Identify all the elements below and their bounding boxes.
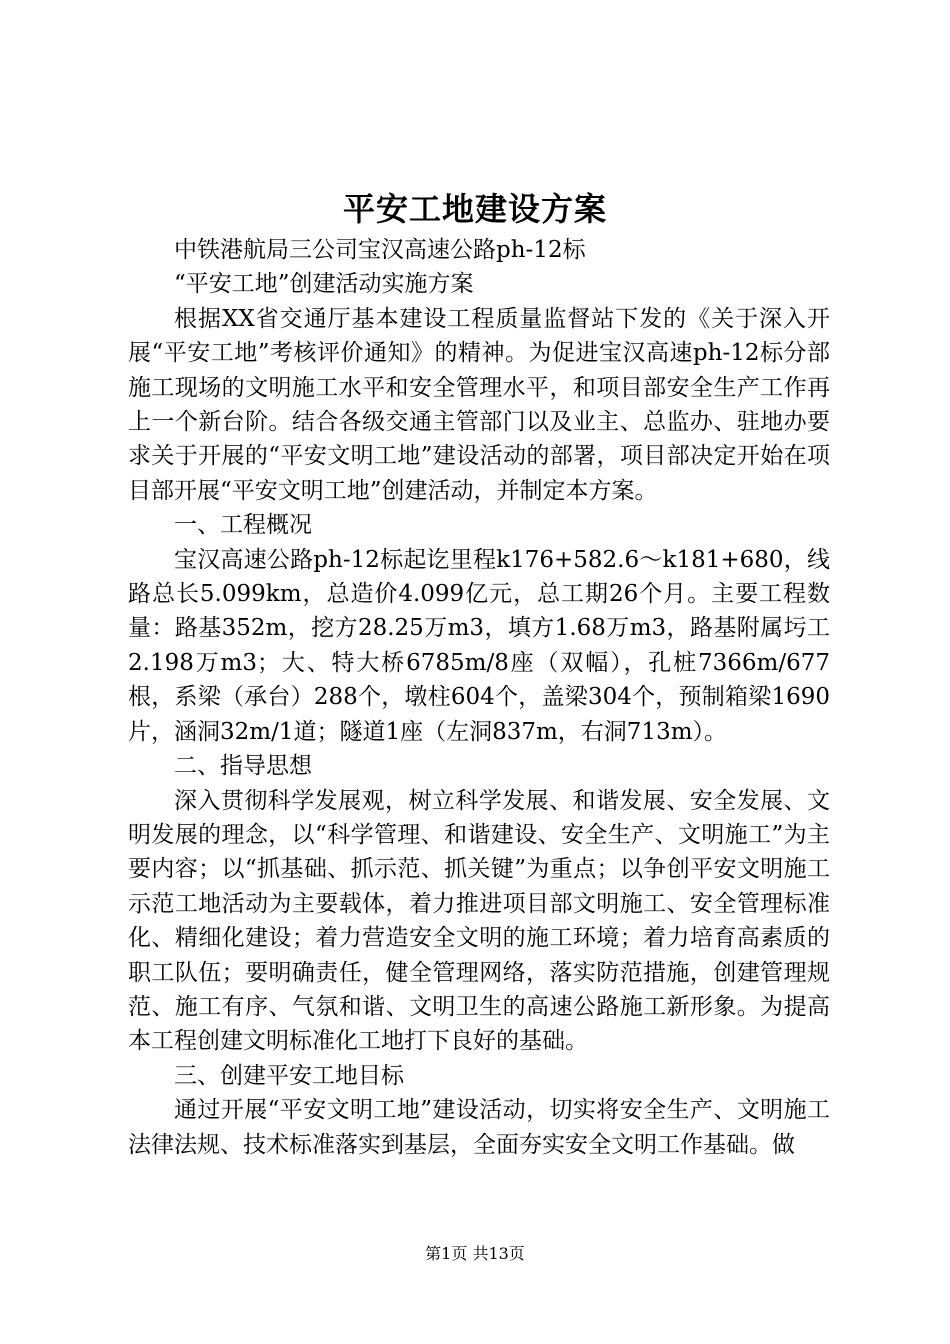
paragraph-intro: 根据XX省交通厅基本建设工程质量监督站下发的《关于深入开展“平安工地”考核评价通知》的精神。为促进宝汉高速ph-12标分部施工现场的文明施工水平和安全管理水平，和项目部安全生产工作再上一个新台阶。结合各级交通主管部门以及业主、总监办、驻地办要求关于开展的“平安文明工地”建设活动的部署，项目部决定开始在项目部开展“平安文明工地”创建活动，并制定本方案。	[128, 305, 830, 504]
section-heading-overview: 一、工程概况	[174, 512, 312, 539]
paragraph-overview: 宝汉高速公路ph-12标起讫里程k176+582.6～k181+680，线路总长5.099km，总造价4.099亿元，总工期26个月。主要工程数量：路基352m，挖方28.25万m3，填方1.68万m3，路基附属圬工2.198万m3；大、特大桥6785m/8座（双幅），孔桩7366m/677根，系梁（承台）288个，墩柱604个，盖梁304个，预制箱梁1690片，涵洞32m/1道；隧道1座（左洞837m，右洞713m）。	[128, 546, 830, 745]
section-heading-goals: 三、创建平安工地目标	[174, 1062, 404, 1089]
section-heading-guiding-ideology: 二、指导思想	[174, 753, 312, 780]
paragraph-guiding-ideology: 深入贯彻科学发展观，树立科学发展、和谐发展、安全发展、文明发展的理念，以“科学管理、和谐建设、安全生产、文明施工”为主要内容；以“抓基础、抓示范、抓关键”为重点；以争创平安文明施工示范工地活动为主要载体，着力推进项目部文明施工、安全管理标准化、精细化建设；着力营造安全文明的施工环境；着力培育高素质的职工队伍；要明确责任，健全管理网络，落实防范措施，创建管理规范、施工有序、气氛和谐、文明卫生的高速公路施工新形象。为提高本工程创建文明标准化工地打下良好的基础。	[128, 787, 830, 1055]
paragraph-goals: 通过开展“平安文明工地”建设活动，切实将安全生产、文明施工法律法规、技术标准落实到基层，全面夯实安全文明工作基础。做	[128, 1097, 830, 1158]
document-body	[128, 233, 830, 1162]
paragraph-plan-name: “平安工地”创建活动实施方案	[174, 271, 474, 298]
document-title: 平安工地建设方案	[342, 190, 607, 228]
paragraph-project-name: 中铁港航局三公司宝汉高速公路ph-12标	[174, 237, 586, 263]
page-footer: 第1页 共13页	[425, 1244, 525, 1263]
